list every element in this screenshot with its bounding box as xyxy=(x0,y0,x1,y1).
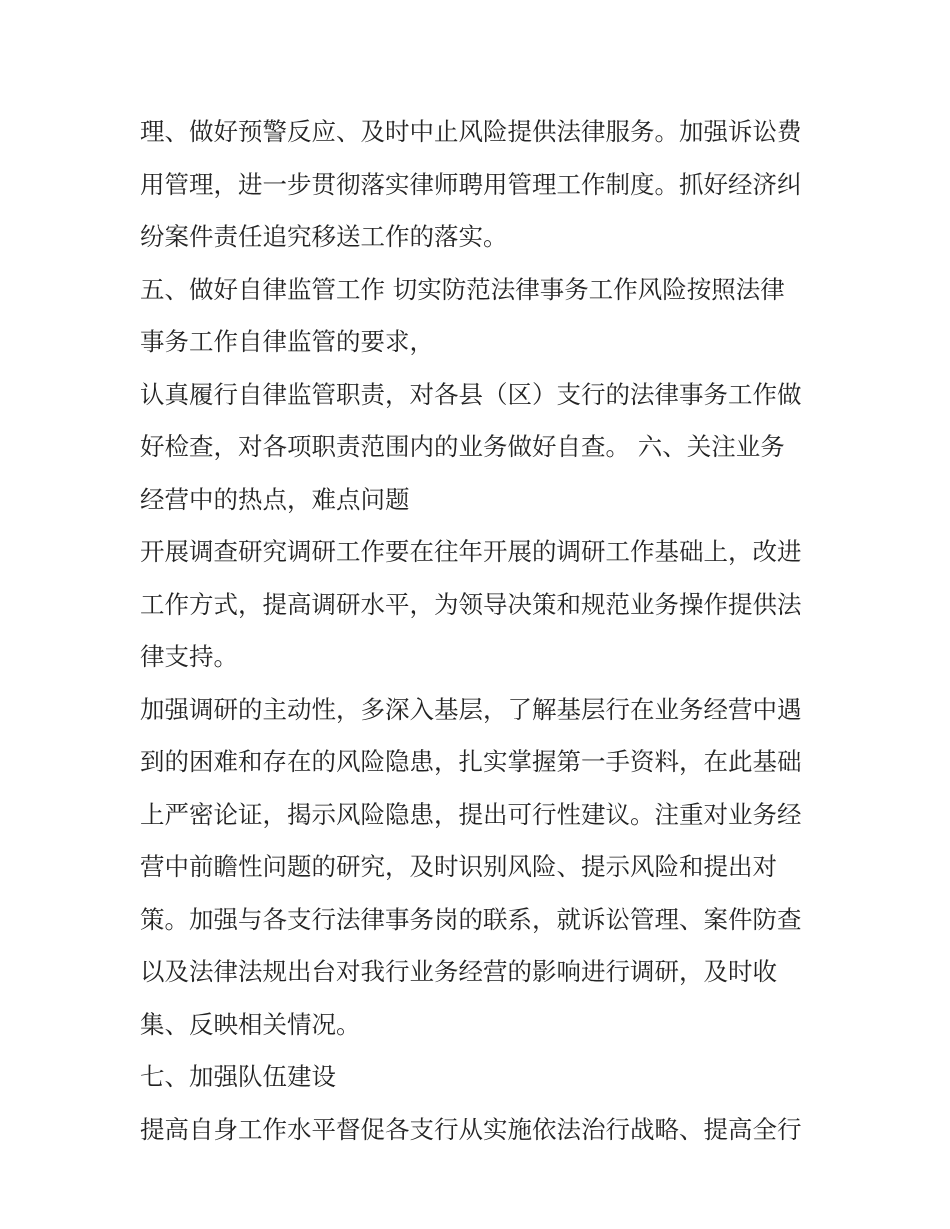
section-heading-5: 五、做好自律监管工作 切实防范法律事务工作风险按照法律 xyxy=(140,274,785,304)
text-line: 理、做好预警反应、及时中止风险提供法律服务。加强诉讼费 xyxy=(140,117,802,146)
text-line: 营中前瞻性问题的研究，及时识别风险、提示风险和提出对 xyxy=(140,852,777,881)
text-line: 好检查，对各项职责范围内的业务做好自查。 六、关注业务 xyxy=(140,432,785,461)
text-line: 上严密论证，揭示风险隐患，提出可行性建议。注重对业务经 xyxy=(140,799,802,829)
text-line: 集、反映相关情况。 xyxy=(140,1009,361,1039)
document-text-body xyxy=(140,106,820,1156)
text-line: 开展调查研究调研工作要在往年开展的调研工作基础上，改进 xyxy=(140,537,802,566)
text-line: 律支持。 xyxy=(140,642,238,671)
text-line: 工作方式，提高调研水平，为领导决策和规范业务操作提供法 xyxy=(140,589,802,619)
text-line: 到的困难和存在的风险隐患，扎实掌握第一手资料，在此基础 xyxy=(140,747,802,776)
text-line: 用管理，进一步贯彻落实律师聘用管理工作制度。抓好经济纠 xyxy=(140,169,802,199)
text-line: 提高自身工作水平督促各支行从实施依法治行战略、提高全行 xyxy=(140,1114,802,1144)
text-line: 策。加强与各支行法律事务岗的联系，就诉讼管理、案件防查 xyxy=(140,904,802,934)
text-line: 经营中的热点，难点问题 xyxy=(140,484,410,514)
text-line: 加强调研的主动性，多深入基层，了解基层行在业务经营中遇 xyxy=(140,694,802,724)
section-heading-7: 七、加强队伍建设 xyxy=(140,1062,336,1091)
text-line: 认真履行自律监管职责，对各县（区）支行的法律事务工作做 xyxy=(140,379,802,409)
text-line: 事务工作自律监管的要求， xyxy=(140,327,434,356)
text-line: 以及法律法规出台对我行业务经营的影响进行调研，及时收 xyxy=(140,957,777,986)
text-line: 纷案件责任追究移送工作的落实。 xyxy=(140,222,508,251)
